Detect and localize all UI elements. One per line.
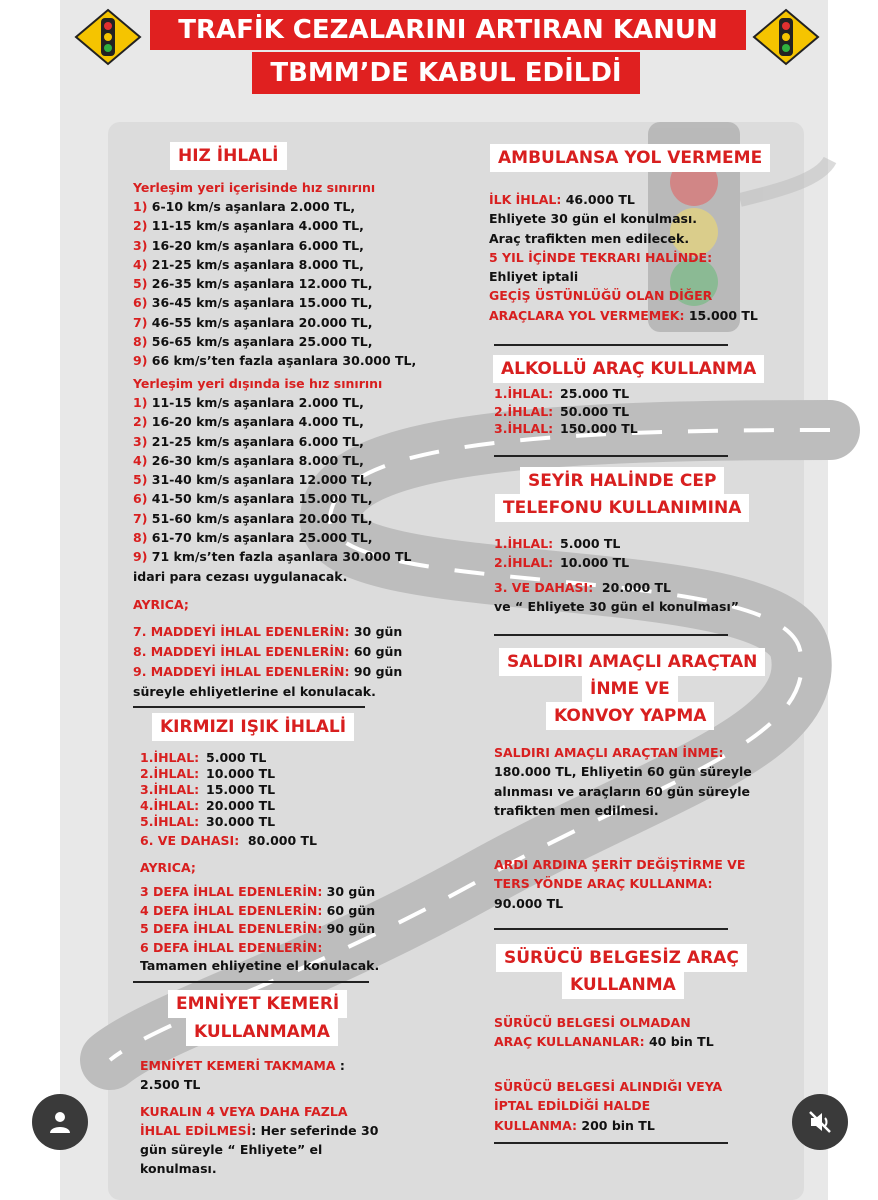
seatbelt-text-2: KURALIN 4 VEYA DAHA FAZLA İHLAL EDİLMESİ: Her seferinde 30 gün süreyle “ Ehliyete” el konulması.: [140, 1104, 379, 1176]
speaker-muted-icon: [806, 1108, 834, 1136]
phone-fines: [494, 534, 629, 573]
list-item: 3.İHLAL: 150.000 TL: [494, 421, 638, 436]
list-item: 4) 26-30 km/s aşanlara 8.000 TL,: [133, 452, 364, 468]
mute-button[interactable]: [792, 1094, 848, 1150]
redlight-header: KIRMIZI IŞIK İHLALİ: [152, 713, 354, 741]
list-item: 6) 36-45 km/s aşanlara 15.000 TL,: [133, 295, 373, 311]
list-item: 2) 16-20 km/s aşanlara 4.000 TL,: [133, 414, 364, 430]
license-text-2: SÜRÜCÜ BELGESİ ALINDIĞI VEYA İPTAL EDİLDİĞİ HALDE KULLANMA: 200 bin TL: [494, 1079, 723, 1133]
redlight-defa: [140, 883, 379, 976]
list-item: 5 DEFA İHLAL EDENLERİN: 90 gün: [140, 921, 376, 936]
redlight-closing: Tamamen ehliyetine el konulacak.: [140, 958, 380, 973]
ambulance-text: İLK İHLAL: 46.000 TL Ehliyete 30 gün el konulması. Araç trafikten men edilecek. 5 YIL İÇİNDE TEKRARI HALİNDE: Ehliyet iptali GEÇİŞ ÜSTÜNLÜĞÜ OLAN DİĞER ARAÇLARA YOL VERMEMEK: 15.000 TL: [489, 192, 758, 323]
list-item: 4) 21-25 km/s aşanlara 8.000 TL,: [133, 256, 364, 272]
user-icon: [47, 1109, 73, 1135]
speed-urban-list: [133, 197, 416, 371]
list-item: 2) 11-15 km/s aşanlara 4.000 TL,: [133, 218, 364, 234]
phone-header: SEYİR HALİNDE CEP: [520, 467, 724, 495]
list-item: 6 DEFA İHLAL EDENLERİN:: [140, 939, 323, 955]
list-item: 9. MADDEYİ İHLAL EDENLERİN: 90 gün: [133, 664, 403, 679]
title-line-1: TRAFİK CEZALARINI ARTIRAN KANUN: [150, 10, 746, 50]
divider: [494, 455, 728, 457]
list-item: 4.İHLAL: 20.000 TL: [140, 798, 276, 813]
list-item: 1.İHLAL: 25.000 TL: [494, 386, 630, 401]
divider: [133, 706, 365, 708]
profile-button[interactable]: [32, 1094, 88, 1150]
list-item: 7) 46-55 km/s aşanlara 20.000 TL,: [133, 314, 373, 330]
list-item: 8) 61-70 km/s aşanlara 25.000 TL,: [133, 530, 373, 546]
attack-header-3: KONVOY YAPMA: [546, 702, 714, 730]
speed-urban-label: Yerleşim yeri içerisinde hız sınırını: [133, 180, 376, 195]
attack-text: SALDIRI AMAÇLI ARAÇTAN İNME: 180.000 TL, Ehliyetin 60 gün süreyle alınması ve araçların 60 gün süreyle trafikten men edilmesi.: [494, 745, 752, 818]
list-item: 6) 41-50 km/s aşanlara 15.000 TL,: [133, 491, 373, 507]
list-item: 2.İHLAL: 50.000 TL: [494, 403, 630, 419]
speed-also: AYRICA;: [133, 597, 189, 612]
list-item: 4 DEFA İHLAL EDENLERİN: 60 gün: [140, 902, 376, 918]
divider: [133, 981, 369, 983]
list-item: 1.İHLAL: 5.000 TL: [140, 750, 267, 765]
divider: [494, 1142, 728, 1144]
seatbelt-header: EMNİYET KEMERİ: [168, 990, 347, 1018]
divider: [494, 634, 728, 636]
attack-text-2: ARDI ARDINA ŞERİT DEĞİŞTİRME VE TERS YÖNDE ARAÇ KULLANMA: 90.000 TL: [494, 857, 746, 911]
list-item: 3) 16-20 km/s aşanlara 6.000 TL,: [133, 237, 364, 253]
license-header-2: KULLANMA: [562, 971, 684, 999]
speed-rural-list: [133, 393, 412, 586]
list-item: 5) 31-40 km/s aşanlara 12.000 TL,: [133, 472, 373, 488]
list-item: 1.İHLAL: 5.000 TL: [494, 536, 621, 551]
license-header: SÜRÜCÜ BELGESİZ ARAÇ: [496, 944, 747, 972]
title-line-2: TBMM’DE KABUL EDİLDİ: [252, 52, 640, 94]
list-item: 5.İHLAL: 30.000 TL: [140, 814, 276, 829]
traffic-sign-icon: [752, 8, 820, 66]
list-item: 7) 51-60 km/s aşanlara 20.000 TL,: [133, 510, 373, 526]
list-item: 2.İHLAL: 10.000 TL: [494, 555, 630, 571]
list-item: 3.İHLAL: 15.000 TL: [140, 782, 276, 797]
redlight-also: AYRICA;: [140, 860, 196, 875]
list-item: 2.İHLAL: 10.000 TL: [140, 766, 276, 781]
phone-header-2: TELEFONU KULLANIMINA: [495, 494, 749, 522]
speed-rural-label: Yerleşim yeri dışında ise hız sınırını: [133, 376, 383, 391]
phone-more: 3. VE DAHASI: 20.000 TL ve “ Ehliyete 30 gün el konulması”: [494, 580, 739, 615]
divider: [494, 344, 728, 346]
speed-articles: [133, 622, 402, 702]
divider: [494, 928, 728, 930]
redlight-fines: [140, 750, 275, 830]
traffic-sign-icon: [74, 8, 142, 66]
license-text: SÜRÜCÜ BELGESİ OLMADAN ARAÇ KULLANANLAR: 40 bin TL: [494, 1015, 714, 1050]
speed-header: HIZ İHLALİ: [170, 142, 287, 170]
alcohol-fines: [494, 385, 638, 438]
list-item: 1) 11-15 km/s aşanlara 2.000 TL,: [133, 395, 364, 410]
attack-header: SALDIRI AMAÇLI ARAÇTAN: [499, 648, 765, 676]
list-item: 5) 26-35 km/s aşanlara 12.000 TL,: [133, 276, 373, 292]
list-item: 9) 66 km/s’ten fazla aşanlara 30.000 TL,: [133, 353, 417, 369]
list-item: 8) 56-65 km/s aşanlara 25.000 TL,: [133, 334, 373, 350]
list-item: 1) 6-10 km/s aşanlara 2.000 TL,: [133, 199, 356, 214]
alcohol-header: ALKOLLÜ ARAÇ KULLANMA: [493, 355, 764, 383]
ambulance-header: AMBULANSA YOL VERMEME: [490, 144, 770, 172]
list-item: 8. MADDEYİ İHLAL EDENLERİN: 60 gün: [133, 644, 403, 659]
redlight-more: 6. VE DAHASI: 80.000 TL: [140, 833, 318, 848]
attack-header-2: İNME VE: [582, 675, 678, 703]
speed-closing: idari para cezası uygulanacak.: [133, 568, 348, 584]
list-item: 3) 21-25 km/s aşanlara 6.000 TL,: [133, 433, 364, 449]
seatbelt-header-2: KULLANMAMA: [186, 1018, 338, 1046]
list-item: 9) 71 km/s’ten fazla aşanlara 30.000 TL: [133, 549, 412, 565]
list-item: 7. MADDEYİ İHLAL EDENLERİN: 30 gün: [133, 624, 403, 639]
seatbelt-text: EMNİYET KEMERİ TAKMAMA : 2.500 TL: [140, 1058, 345, 1093]
articles-closing: süreyle ehliyetlerine el konulacak.: [133, 684, 376, 699]
list-item: 3 DEFA İHLAL EDENLERİN: 30 gün: [140, 884, 376, 899]
